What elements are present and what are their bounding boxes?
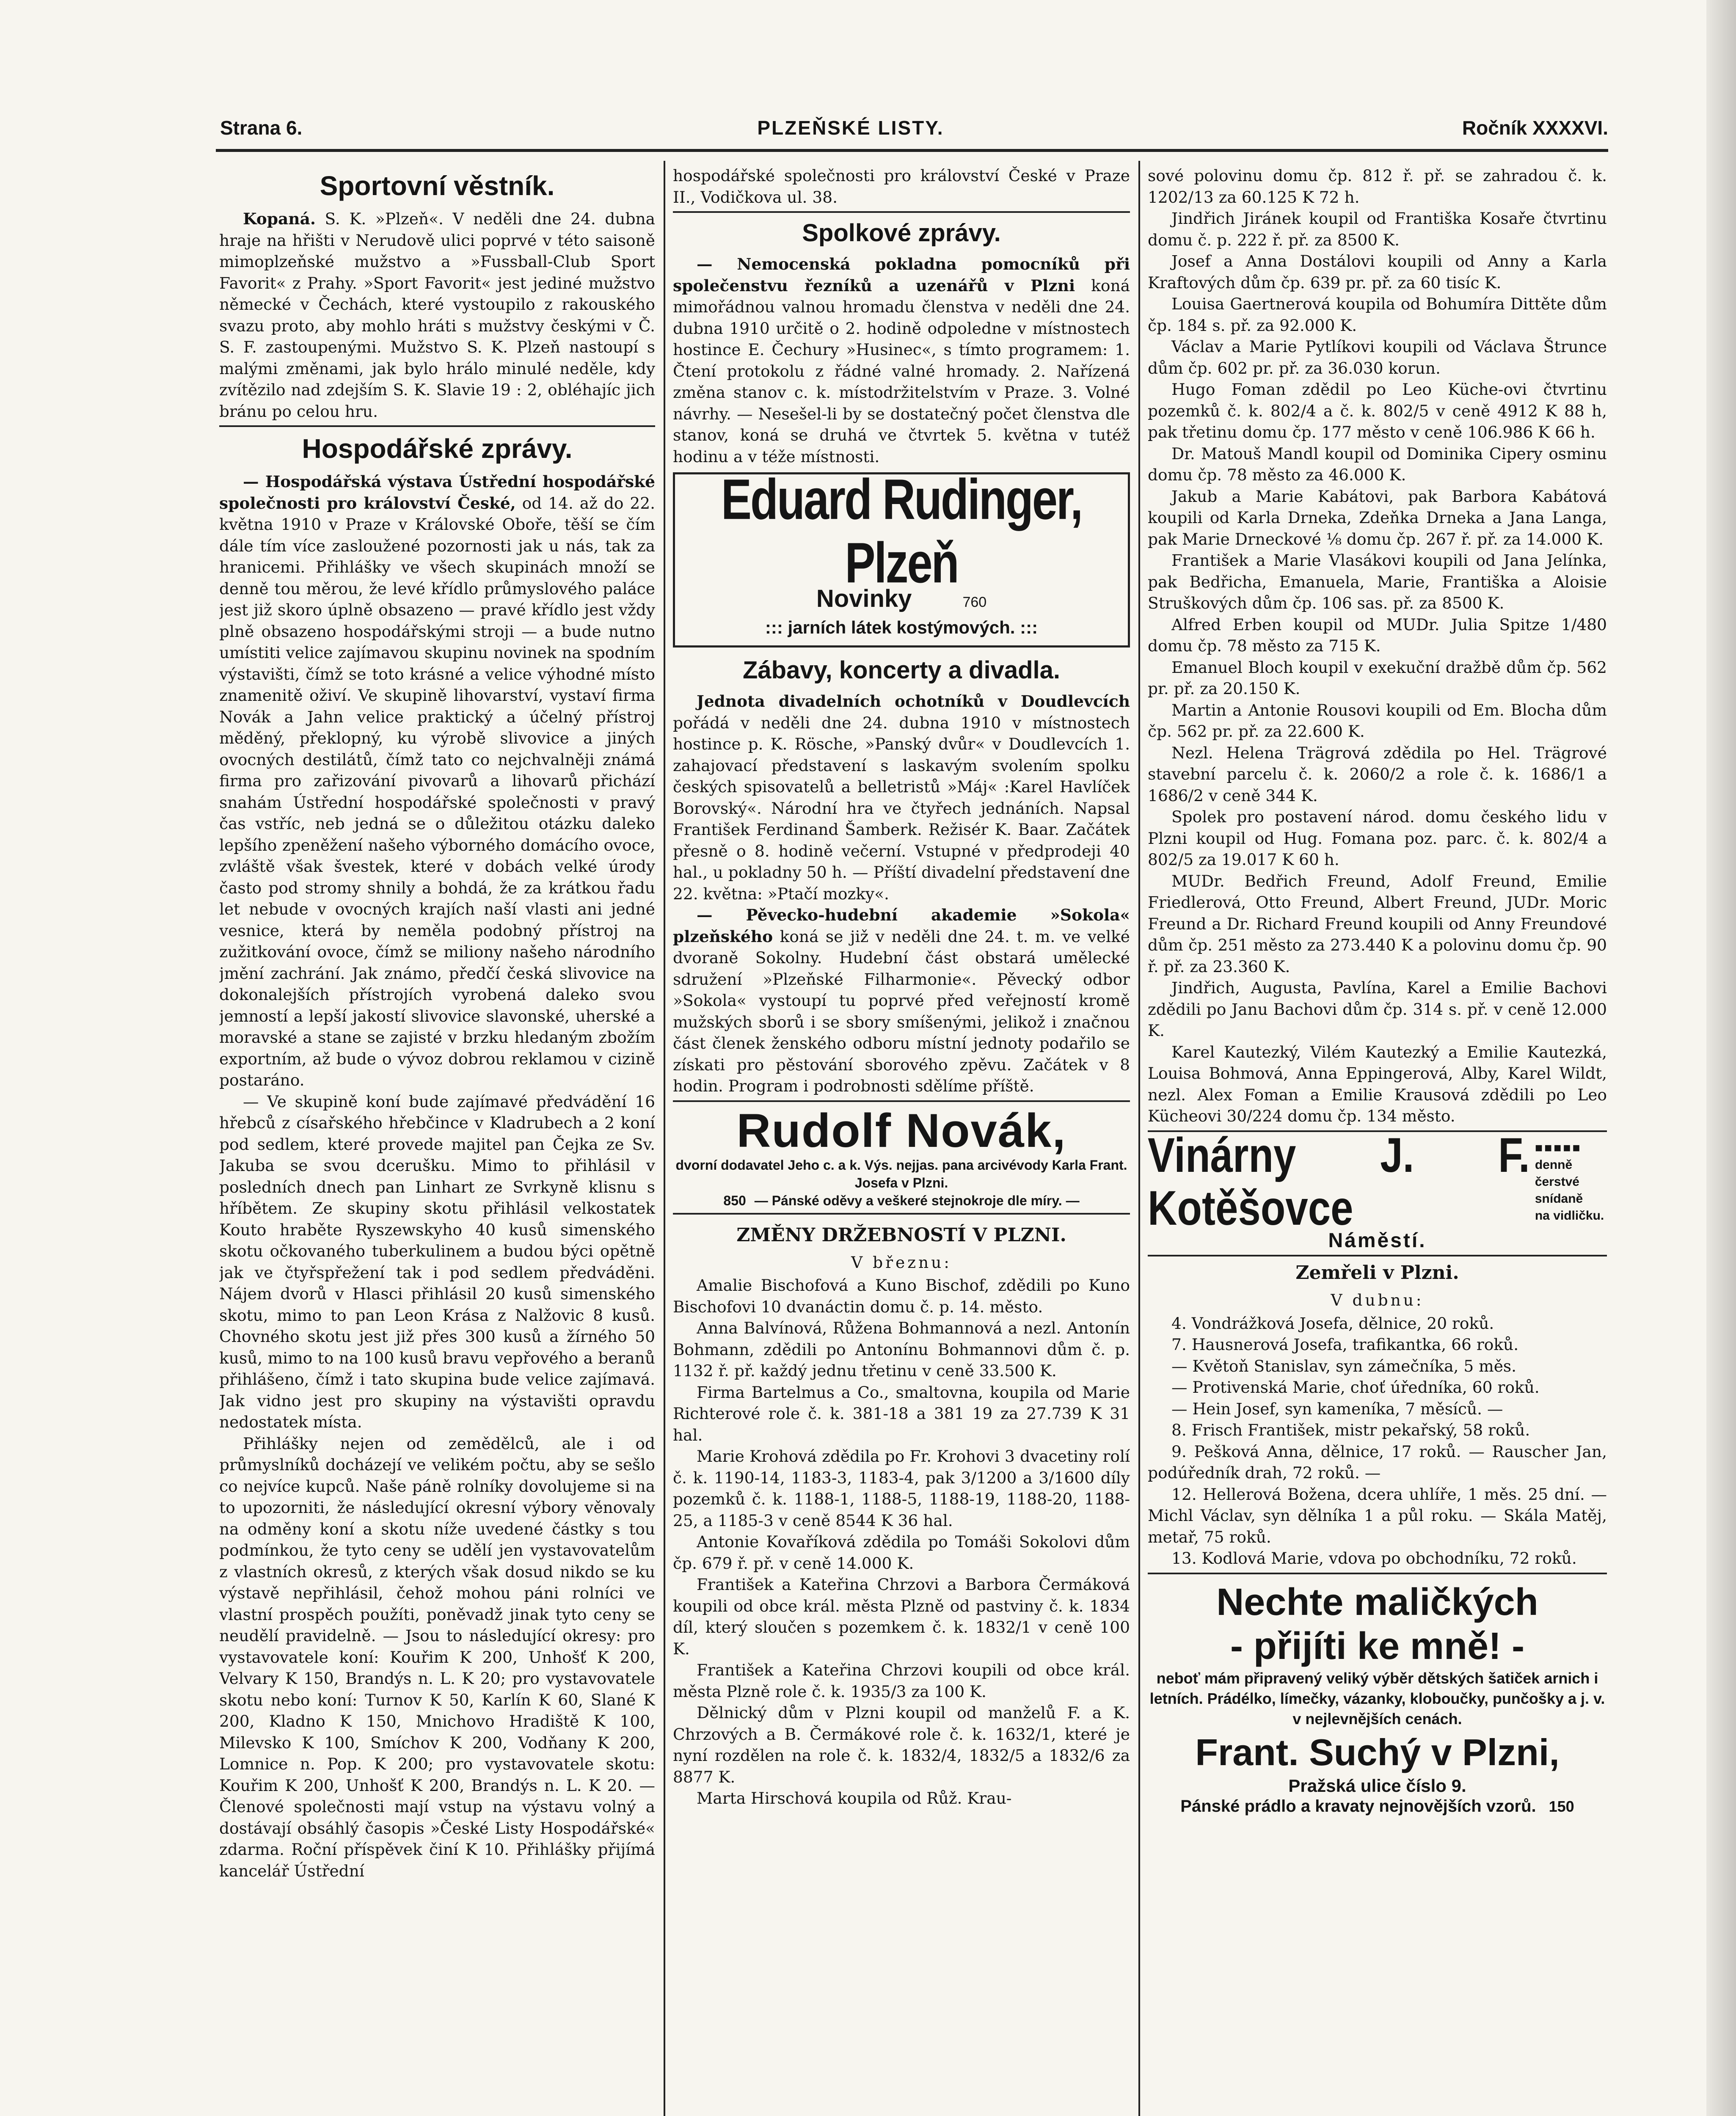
ad-number: 850 [723, 1193, 746, 1208]
list-item: Dělnický dům v Plzni koupil od manželů F. a K. Chrzových a B. Čermákové role č. k. 1632/1, které je nyní rozdělen na role č. k. 1832/4, 1832/5 a 1832/6 za 8877 K. [673, 1703, 1130, 1786]
section-heading: Spolkové zprávy. [802, 219, 1001, 247]
article-text: koná se již v neděli dne 24. t. m. ve velké dvoraně Sokolny. Hudební část obstará umělecké sdružení »Plzeňské Filharmonie«. Pěvecký odbor »Sokola« vystoupí tu poprvé před veřejností kromě mužských sborů i se sbory smíšenými, jelikož i značnou část členek ženského odboru místní jednoty podařilo se získati pro pěstování sborového zpěvu. Začátek v 8 hodin. Program i podrobnosti sdělíme příště. [673, 927, 1130, 1095]
list-item: Václav a Marie Pytlíkovi koupili od Václava Štrunce dům čp. 602 pr. př. za 36.030 korun. [1148, 337, 1607, 377]
column-1 [219, 165, 655, 2116]
column-2 [673, 165, 1130, 2116]
article-lead: Kopaná. [243, 209, 316, 228]
section-heading: Sportovní věstník. [320, 171, 555, 201]
ad-place: Náměstí. [1328, 1229, 1427, 1252]
list-item: Alfred Erben koupil od MUDr. Julia Spitze 1/480 domu čp. 78 město za 715 K. [1148, 615, 1607, 655]
list-item: Amalie Bischofová a Kuno Bischof, zdědili po Kuno Bischofovi 10 dvanáctin domu č. p. 14. město. [673, 1276, 1130, 1316]
ad-text: dvorní dodavatel Jeho c. a k. Výs. nejjas. pana arcivévody Karla Frant. Josefa v Plzni. [675, 1157, 1127, 1190]
section-subheading: V dubnu: [1331, 1291, 1424, 1309]
list-item: Nezl. Helena Trägrová zdědila po Hel. Trägrové stavební parcelu č. k. 2060/2 a role č. k. 1686/1 a 1686/2 v ceně 344 K. [1148, 743, 1607, 805]
ad-title: Eduard Rudinger, Plzeň [721, 467, 1082, 595]
list-item: František a Marie Vlasákovi koupili od Jana Jelínka, pak Bedřicha, Emanuela, Marie, Františka a Aloisie Struškových dům čp. 106 sas. př. za 8500 K. [1148, 551, 1607, 612]
section-heading: ZMĚNY DRŽEBNOSTÍ V PLZNI. [736, 1224, 1066, 1246]
section-heading: Hospodářské zprávy. [302, 433, 573, 464]
article-lead: — Hospodářská výstava Ústřední hospodářské společnosti pro království České, [219, 472, 655, 512]
article-text: od 14. až do 22. května 1910 v Praze v Královské Oboře, těší se čím dále tím více zasloužené pozornosti jak u nás, tak za hranicemi. Přihlášky ve všech skupinách množí se denně tou měrou, že levé křídlo průmyslového paláce jest již skoro úplně obsazeno — pravé křídlo jest vždy plně obsazeno hospodářskými stroji — a bude nutno umístiti velice zajímavou skupinu novinek na spodním výstavišti, čímž se toto krásné a velice výhodné místo znamenitě oživí. Ve skupině lihovarství, vystaví firma Novák a Jahn velice praktický a účelný přístroj měděný, překlopný, ku výrobě slivovice a jiných ovocných destilátů, čímž tato co nejchvalněji známá firma pro zařizování pivovarů a lihovarů přichází snahám Ústřední hospodářské společnosti v pravý čas vstříc, neb jedná se o důležitou otázku daleko lepšího zpeněžení našeho výborného domácího ovoce, zvláště však švestek, které v dobách velké úrody často pod stromy shnily a bohdá, že za krátkou řadu let nebude v ovocných krajích naší vlasti ani jedné vesnice, která by neměla podobný přístroj na zužitkování ovoce, čímž se miliony našeho národního jmění zachrání. Jak známo, předčí česká slivovice na dokonalejších přístrojích vyrobená daleko svou jemností a lepší jakostí slivovice slavonské, uherské a moravské a stane se zajisté v brzku hledaným zbožím exportním, až bude o vývoz dobrou reklamou v cizině postaráno. [219, 493, 655, 1089]
list-item: — Květoň Stanislav, syn zámečníka, 5 měs. [1171, 1356, 1517, 1375]
masthead-rule [216, 149, 1608, 152]
list-item: František a Kateřina Chrzovi a Barbora Čermáková koupili od obce král. města Plzně od pastviny č. k. 1834 díl, který sloučen s pozemkem č. k. 1832/1 v ceně 100 K. [673, 1575, 1130, 1658]
list-item: Marta Hirschová koupila od Růž. Krau- [697, 1789, 1012, 1807]
list-item: — Protivenská Marie, choť úředníka, 60 roků. [1171, 1378, 1540, 1397]
list-item: Antonie Kovaříková zdědila po Tomáši Sokolovi dům čp. 679 ř. př. v ceně 14.000 K. [673, 1532, 1130, 1573]
list-item: Jindřich, Augusta, Pavlína, Karel a Emilie Bachovi zdědili po Janu Bachovi dům čp. 314 s. př. v ceně 12.000 K. [1148, 978, 1607, 1040]
ad-title: Vinárny J. F. Kotěšovce [1148, 1128, 1530, 1235]
article-continuation: hospodářské společnosti pro království České v Praze II., Vodičkova ul. 38. [673, 166, 1130, 207]
column-3 [1148, 165, 1607, 2116]
ad-text: snídaně [1535, 1191, 1583, 1206]
list-item: 9. Pešková Anna, dělnice, 17 roků. — Rauscher Jan, podúředník drah, 72 roků. — [1148, 1442, 1607, 1482]
section-separator [673, 211, 1130, 213]
section-separator [1148, 1573, 1607, 1574]
list-item: 13. Kodlová Marie, vdova po obchodníku, 72 roků. [1171, 1549, 1577, 1568]
list-item: 8. Frisch František, mistr pekařský, 58 roků. [1171, 1421, 1530, 1439]
list-item: sové polovinu domu čp. 812 ř. př. se zahradou č. k. 1202/13 za 60.125 K 72 h. [1148, 166, 1607, 207]
ad-text: na vidličku. [1535, 1208, 1604, 1223]
column-rule [664, 161, 665, 2116]
section-separator [1148, 1255, 1607, 1256]
list-item: Dr. Matouš Mandl koupil od Dominika Cipery osminu domu čp. 78 město za 46.000 K. [1148, 444, 1607, 484]
list-item: MUDr. Bedřich Freund, Adolf Freund, Emilie Friedlerová, Otto Freund, Albert Freund, JUDr. Moric Freund a Dr. Richard Freund koupili od Anny Freundové dům čp. 251 město za 273.440 K a polovinu domu čp. 90 ř. př. za 23.360 K. [1148, 871, 1607, 976]
advertisement-rudinger [673, 467, 1130, 647]
advertisement-kotesovec [1148, 1128, 1607, 1252]
ad-title: Nechte maličkých [1216, 1581, 1538, 1623]
article-paragraph [673, 904, 1130, 1097]
article-text: pořádá v neděli dne 24. dubna 1910 v místnostech hostince p. K. Rösche, »Panský dvůr« v Doudlevcích 1. zahajovací představení s laskavým svolením spolku českých spisovatelů a belletristů »Máj« :Karel Havlíček Borovský«. Národní hra ve čtyřech jednáních. Napsal František Ferdinand Šamberk. Režisér K. Baar. Začátek přesně o 8. hodině večerní. Vstupné v předprodeji 40 hal., u pokladny 50 h. — Příští divadelní představení dne 22. května: »Ptačí mozky«. [673, 713, 1130, 903]
ad-number: 150 [1549, 1797, 1574, 1815]
list-item: 4. Vondrážková Josefa, dělnice, 20 roků. [1171, 1314, 1494, 1333]
ad-subtitle: Novinky [816, 585, 912, 612]
advertisement-novak [673, 1105, 1130, 1210]
article-paragraph: Přihlášky nejen od zemědělců, ale i od průmyslníků docházejí ve velikém počtu, aby se sešlo co nejvíce kupců. Naše páně rolníky dovolujeme si na to upozorniti, že následující okresní výbory věnovaly na odměny koní a skotu níže uvedené částky s tou podmínkou, že tyto ceny se udělí jen vystavovatelům z vlastních okresů, z kterých však dosud nikdo se ku výstavě nepřihlásil, čehož mohou páni rolníci ve vlastní prospěch použíti, poněvadž jinak tyto ceny se neudělí pravidelně. — Jsou to následující okresy: pro vystavovatele koní: Kouřim K 200, Unhošť K 200, Velvary K 150, Brandýs n. L. K 20; pro vystavovatele skotu nebo koní: Turnov K 50, Karlín K 60, Slané K 200, Kladno K 150, Mnichovo Hradiště K 100, Milevsko K 100, Smíchov K 200, Vodňany K 200, Lomnice n. Pop. K 200; pro vystavovatele skotu: Kouřim K 200, Unhošť K 200, Brandýs n. L. K 20. — Členové společnosti mají vstup na výstavu volný a dostávají obsáhlý časopis »České Listy Hospodářské« zdarma. Roční příspěvek činí K 10. Přihlášky přijímá kancelář Ústřední [219, 1434, 655, 1880]
ad-number: 760 [962, 594, 987, 610]
article-text: S. K. »Plzeň«. V neděli dne 24. dubna hraje na hřišti v Nerudově ulici poprvé v této saisoně mimoplzeňské mužstvo a »Fussball-Club Sport Favorit« z Prahy. »Sport Favorit« jest jediné mužstvo německé v Čechách, které vystoupilo z rakouského svazu proto, aby mohlo hráti s mužstvy českými v Č. S. F. zastoupenými. Mužstvo S. K. Plzeň nastoupí s malými změnami, jak bylo hrálo minulé neděle, kdy zvítězilo nad zdejším S. K. Slavie 19 : 2, obléhajíc jich bránu po celou hru. [219, 209, 655, 421]
ad-address: Pražská ulice číslo 9. [1288, 1775, 1466, 1796]
section-subheading: V březnu: [851, 1253, 952, 1272]
section-heading: Zábavy, koncerty a divadla. [742, 656, 1061, 684]
ad-text: Pánské prádlo a kravaty nejnovějších vzorů. [1180, 1796, 1536, 1816]
list-item: Emanuel Bloch koupil v exekuční dražbě dům čp. 562 pr. př. za 20.150 K. [1148, 658, 1607, 698]
article-text: koná mimořádnou valnou hromadu členstva v neděli dne 24. dubna 1910 určitě o 2. hodině odpoledne v místnostech hostince E. Čechury »Husinec«, s tímto programem: 1. Čtení protokolu z řádné valné hromady. 2. Nařízená změna stanov c. k. místodržitelstvím v Praze. 3. Volné návrhy. — Nesešel-li by se dostatečný počet členstva dle stanov, koná se druhá ve čtvrtek 5. května v tutéž hodinu a v téže místnosti. [673, 276, 1130, 466]
list-item: — Hein Josef, syn kameníka, 7 měsíců. — [1171, 1399, 1503, 1418]
list-item: Josef a Anna Dostálovi koupili od Anny a Karla Kraftových dům čp. 639 pr. př. za 60 tisíc K. [1148, 252, 1607, 292]
list-item: Spolek pro postavení národ. domu českého lidu v Plzni koupil od Hug. Fomana poz. parc. č. k. 802/4 a 802/5 za 19.017 K 60 h. [1148, 807, 1607, 869]
list-item: Jindřich Jiránek koupil od Františka Kosaře čtvrtinu domu č. p. 222 ř. př. za 8500 K. [1148, 209, 1607, 249]
list-item: Martin a Antonie Rousovi koupili od Em. Blocha dům čp. 562 pr. př. za 22.600 K. [1148, 700, 1607, 741]
newspaper-title: PLZEŇSKÉ LISTY. [757, 117, 944, 139]
section-heading: Zemřeli v Plzni. [1295, 1262, 1459, 1284]
ad-ornament: ■■■■■ [1535, 1141, 1582, 1155]
list-item: Louisa Gaertnerová koupila od Bohumíra Dittěte dům čp. 184 s. př. za 92.000 K. [1148, 295, 1607, 335]
list-item: Firma Bartelmus a Co., smaltovna, koupila od Marie Richterové role č. k. 381-18 a 381 19 za 27.739 K 31 hal. [673, 1383, 1130, 1444]
list-item: František a Kateřina Chrzovi koupili od obce král. města Plzně role č. k. 1935/3 za 100 K. [673, 1661, 1130, 1701]
list-item: Anna Balvínová, Růžena Bohmannová a nezl. Antonín Bohmann, zdědili po Antonínu Bohmannovi dům č. p. 1132 ř. př. každý jednu třetinu v ceně 33.500 K. [673, 1319, 1130, 1380]
list-item: Karel Kautezký, Vilém Kautezký a Emilie Kautezká, Louisa Bohmová, Anna Eppingerová, Alby, Karel Wildt, nezl. Alex Foman a Emilie Krausová zdědili po Leo Kücheovi 30/224 domu čp. 134 město. [1148, 1042, 1607, 1125]
ad-tagline: ::: jarních látek kostýmových. ::: [765, 617, 1038, 637]
article-lead: — Pěvecko-hudební akademie »Sokola« plzeňského [673, 906, 1130, 946]
article-paragraph [673, 253, 1130, 467]
article-paragraph [219, 208, 655, 422]
list-item: 7. Hausnerová Josefa, trafikantka, 66 roků. [1171, 1335, 1519, 1354]
ad-text: neboť mám připravený veliký výběr dětských šatiček arnich i letních. Prádélko, límečky, vázanky, kloboučky, punčošky a j. v. v nejlevnějších cenách. [1149, 1669, 1605, 1728]
section-separator [219, 425, 655, 427]
ad-text: denně čerstvé [1535, 1157, 1579, 1189]
ad-title: Rudolf Novák, [736, 1104, 1066, 1157]
article-paragraph [673, 691, 1130, 904]
page-edge-shadow [1706, 0, 1736, 2116]
article-lead: Jednota divadelních ochotníků v Doudlevcích [697, 692, 1130, 711]
ad-shop-name: Frant. Suchý v Plzni, [1195, 1731, 1560, 1773]
list-item: Hugo Foman zdědil po Leo Küche-ovi čtvrtinu pozemků č. k. 802/4 a č. k. 802/5 v ceně 4912 K 88 h, pak třetinu domu čp. 177 město v ceně 106.986 K 66 h. [1148, 380, 1607, 441]
ad-text: — Pánské oděvy a veškeré stejnokroje dle míry. — [754, 1193, 1080, 1208]
column-rule [1138, 161, 1140, 2116]
article-paragraph: — Ve skupině koní bude zajímavé předvádění 16 hřebců z císařského hřebčince v Kladrubech a 2 koní pod sedlem, které provede majitel pan Čejka ze Sv. Jakuba se svou dcerušku. Mimo to přihlásil v posledních dnech pan Linhart ze Svrkyně klisnu s hříbětem. Ze skupiny skotu přihlásil velkostatek Kouto hraběte Ryszewskyho 40 kusů simenského skotu očkovaného tuberkulinem a budou býci opětně jak ve čtyřspřežení tak i pod sedlem předváděni. Nájem dvorů v Hlasci přihlásil 20 kusů simenského skotu, mimo to pan Leon Krása z Nalžovic 8 kusů. Chovného skotu jest již přes 300 kusů a žírného 50 kusů, mimo to na 100 kusů bravu vepřového a beranů přihlášeno, čímž i tato skupina bude velice zajímavá. Jak vidno jest pro skupiny na výstavišti opravdu nedostatek místa. [219, 1092, 655, 1431]
list-item: Marie Krohová zdědila po Fr. Krohovi 3 dvacetiny rolí č. k. 1190-14, 1183-3, 1183-4, pak 3/1200 a 3/1600 díly pozemků č. k. 1188-1, 1188-5, 1188-19, 1188-20, 1188-25, a 1185-3 v ceně 8544 K 36 hal. [673, 1447, 1130, 1530]
advertisement-suchy [1148, 1580, 1607, 1817]
list-item: Jakub a Marie Kabátovi, pak Barbora Kabátová koupili od Karla Drneka, Zdeňka Drneka a Jana Langa, pak Marie Drneckové ⅟₈ domu čp. 267 ř. př. za 14.000 K. [1148, 487, 1607, 548]
page-number: Strana 6. [220, 117, 303, 139]
article-paragraph [219, 471, 655, 1091]
volume-number: Ročník XXXXVI. [1462, 117, 1608, 139]
section-separator [673, 1100, 1130, 1102]
ad-title: - přijíti ke mně! - [1230, 1625, 1525, 1667]
list-item: 12. Hellerová Božena, dcera uhlíře, 1 měs. 25 dní. — Michl Václav, syn dělníka 1 a půl roku. — Skála Matěj, metař, 75 roků. [1148, 1485, 1607, 1546]
section-separator [673, 1213, 1130, 1215]
article-lead: — Nemocenská pokladna pomocníků při společenstvu řezníků a uzenářů v Plzni [673, 255, 1130, 295]
